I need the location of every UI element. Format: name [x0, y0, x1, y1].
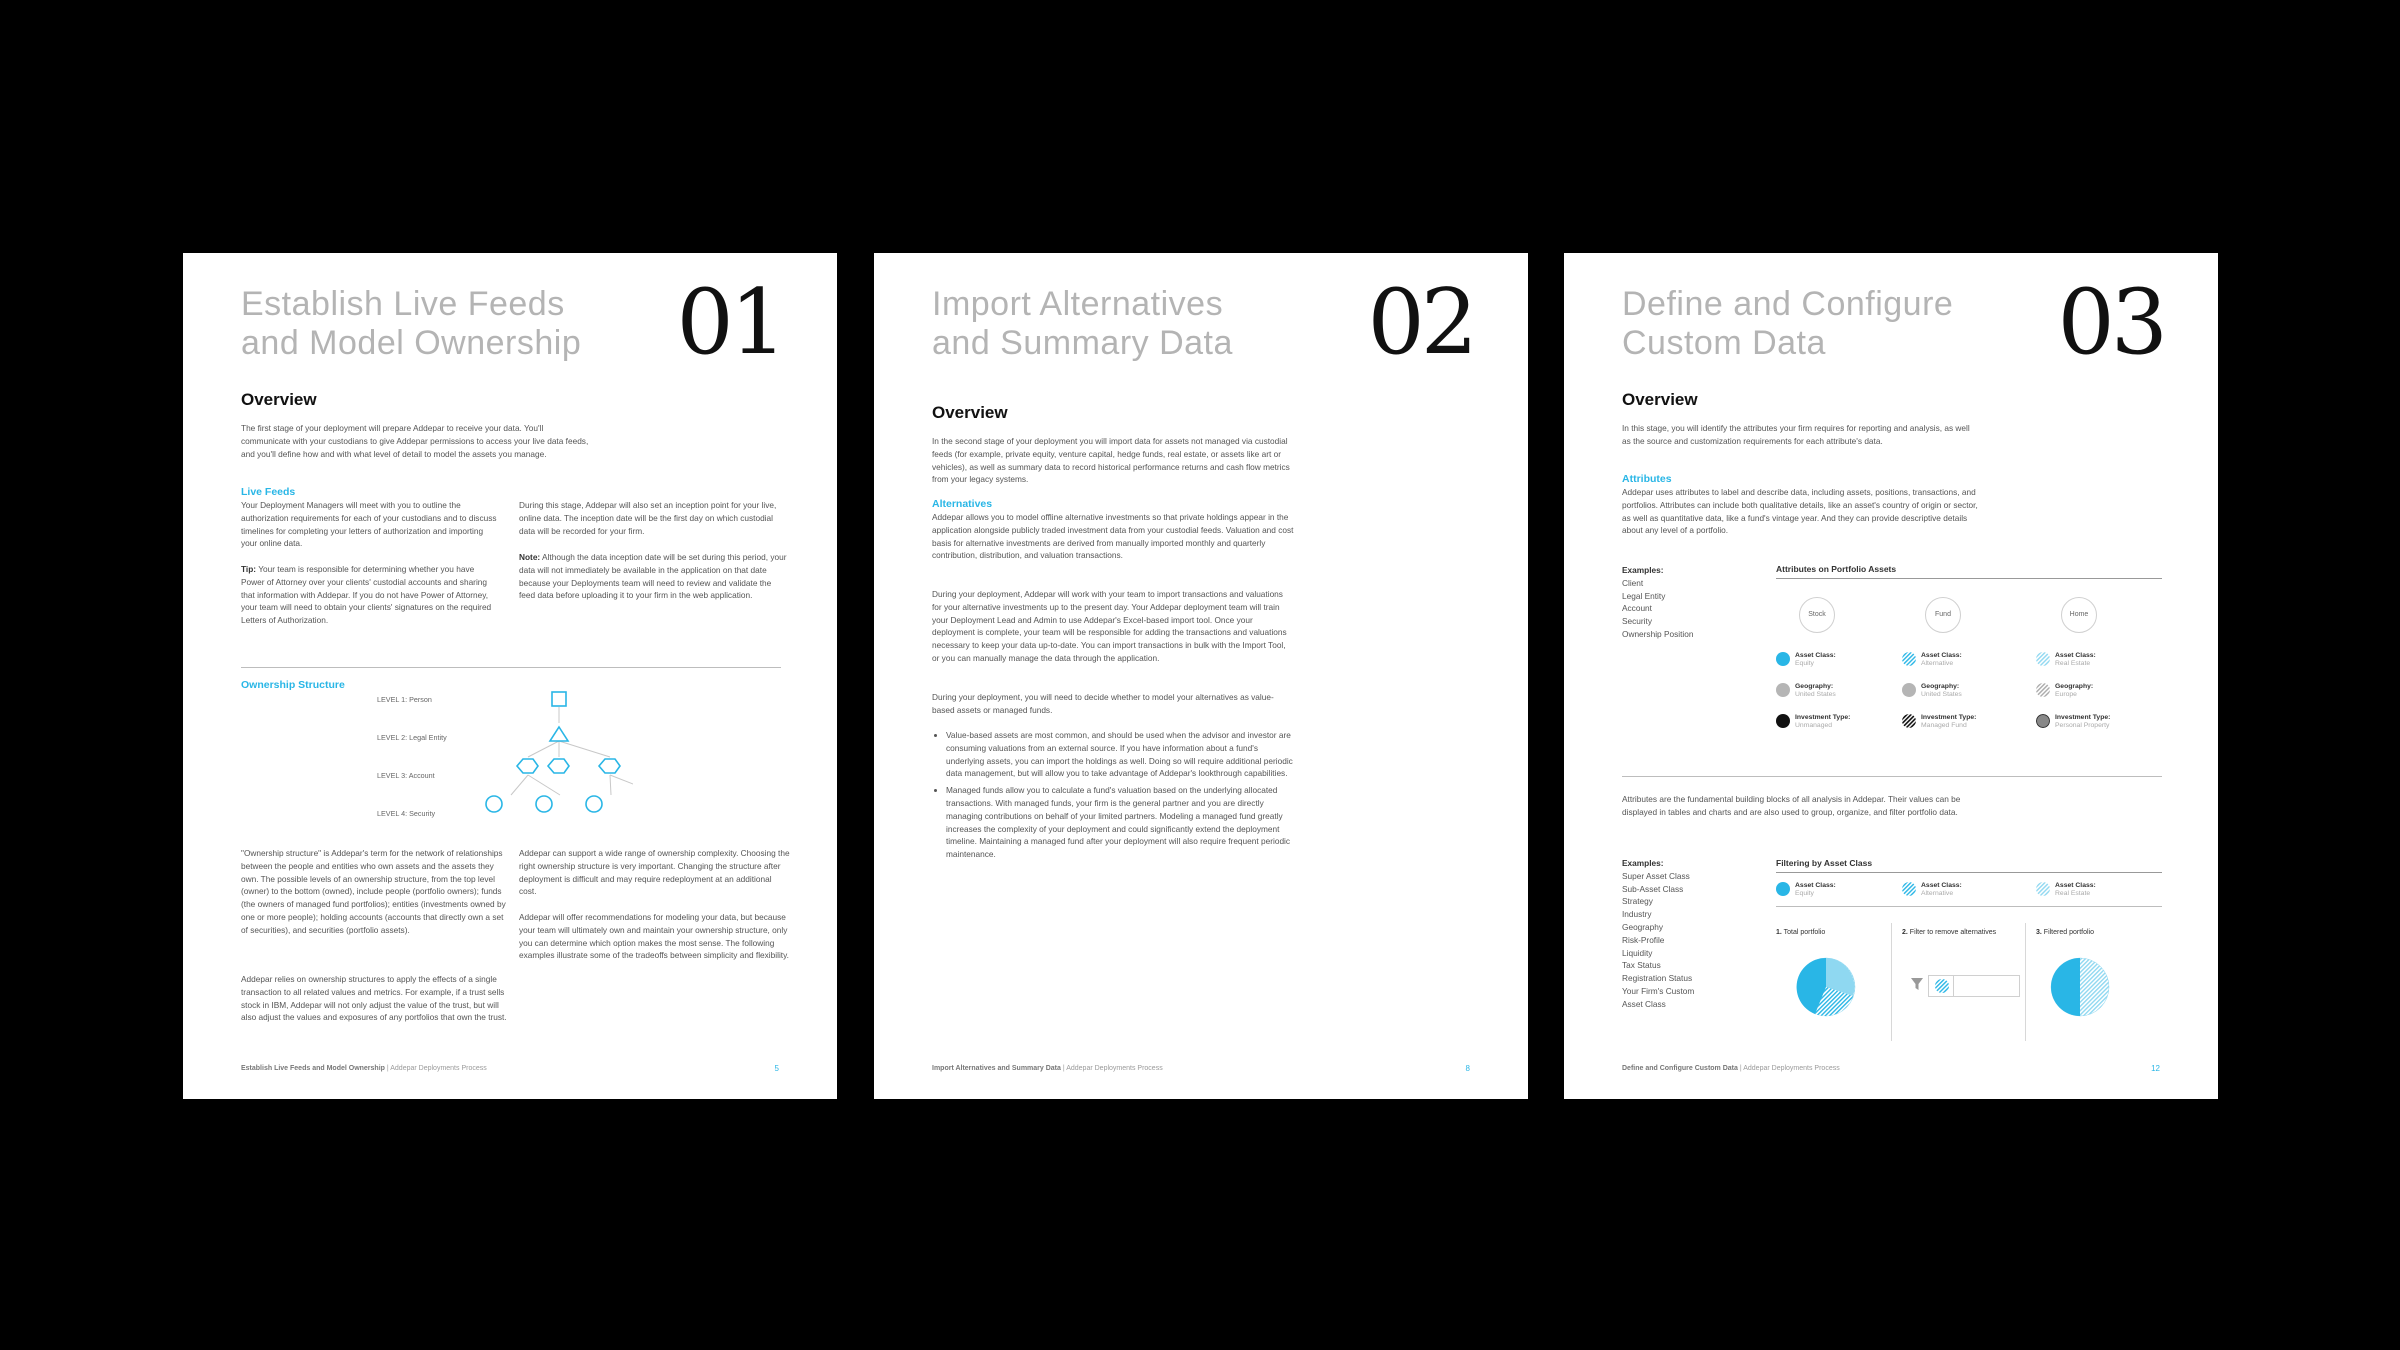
page-title [932, 285, 1233, 363]
level-2-label: LEVEL 2: Legal Entity [377, 733, 447, 742]
legend-item [1795, 683, 1836, 699]
step-text: Filter to remove alternatives [1907, 929, 1997, 936]
column-separator [2025, 923, 2026, 1041]
equity-dot-icon [1776, 652, 1790, 666]
examples-label: Examples: [1622, 858, 1664, 868]
asset-node-stock: Stock [1799, 597, 1835, 633]
personal-property-dot-icon [2036, 714, 2050, 728]
page-number: 12 [2151, 1064, 2160, 1073]
legend-value: Personal Property [2055, 722, 2110, 729]
live-feeds-col1-text: Your Deployment Managers will meet with you to outline the authorization requirements for each of your custodians and to discuss timelines for completing your letters of authorization and importing your online data. [241, 500, 497, 549]
legend-key: Geography: [1921, 683, 1960, 690]
footer-doc: | Addepar Deployments Process [1060, 1065, 1163, 1072]
list-item: Asset Class [1622, 998, 1666, 1009]
page-title [241, 285, 581, 363]
step-2-label [1902, 929, 1996, 936]
legend-item [1921, 652, 1962, 668]
tip-label: Tip: [241, 564, 257, 574]
legend-key: Investment Type: [2055, 714, 2111, 721]
examples-label: Examples: [1622, 565, 1664, 575]
legend-key: Asset Class: [1921, 882, 1962, 889]
europe-hatched-dot-icon [2036, 683, 2050, 697]
step-number: 1. [1776, 929, 1782, 936]
legend-value: United States [1795, 691, 1836, 698]
alternative-hatched-dot-icon [1902, 882, 1916, 896]
level-3-label: LEVEL 3: Account [377, 771, 435, 780]
title-line-1: Define and Configure [1622, 285, 1954, 323]
legend-item [1921, 882, 1962, 898]
live-feeds-heading: Live Feeds [241, 486, 296, 498]
managed-fund-hatched-dot-icon [1902, 714, 1916, 728]
legend-key: Asset Class: [2055, 652, 2096, 659]
filter-funnel-icon[interactable] [1910, 976, 1924, 992]
legend-key: Geography: [2055, 683, 2094, 690]
title-line-1: Establish Live Feeds [241, 285, 565, 323]
filter-divider [1953, 976, 1954, 996]
list-item: • Value-based assets are most common, and should be used when the advisor and investor are consuming valuations from an external source. If you have information about a fund's underlying assets, you can import the holdings as well. Doing so will require additional periodic data management, but will allow you to take advantage of Addepar's lookthrough capabilities. [946, 729, 1294, 780]
legend-key: Investment Type: [1921, 714, 1977, 721]
step-3-label [2036, 929, 2094, 936]
ownership-col2-text: Addepar can support a wide range of ownership complexity. Choosing the right ownership structure is very important. Changing the structure after deployment is difficult and may require redeployment at an additional cost. [519, 848, 790, 897]
legend-value: Equity [1795, 660, 1814, 667]
title-line-2: and Model Ownership [241, 324, 582, 362]
live-feeds-col2-text: During this stage, Addepar will also set an inception point for your live, online data. The inception date will be the first day on which custodial data will be recorded for your firm. [519, 500, 777, 536]
legend-key: Geography: [1795, 683, 1834, 690]
attributes-on-assets-heading: Attributes on Portfolio Assets [1776, 564, 1897, 574]
list-item: Client [1622, 577, 1644, 588]
list-item: Registration Status [1622, 973, 1693, 984]
footer-doc: | Addepar Deployments Process [384, 1065, 487, 1072]
legend-value: Real Estate [2055, 660, 2091, 667]
list-item: Account [1622, 603, 1652, 614]
page-number: 8 [1465, 1064, 1470, 1073]
list-item: Legal Entity [1622, 590, 1666, 601]
geography-dot-icon [1776, 683, 1790, 697]
level-1-label: LEVEL 1: Person [377, 695, 432, 704]
filtering-heading: Filtering by Asset Class [1776, 858, 1873, 868]
list-item: Sub-Asset Class [1622, 883, 1684, 894]
overview-text: The first stage of your deployment will prepare Addepar to receive your data. You'll communicate with your custodians to give Addepar permissions to access your live data feeds, and you'll define how and with what level of detail to model the assets you manage. [241, 423, 589, 459]
legend-value: Alternative [1921, 660, 1954, 667]
overview-text: In this stage, you will identify the attributes your firm requires for reporting and analysis, as well as the source and customization requirements for each attribute's data. [1622, 423, 1970, 446]
attributes-heading: Attributes [1622, 473, 1672, 485]
ownership-col2-text-2: Addepar will offer recommendations for modeling your data, but because your team will ultimately own and maintain your ownership structure, only you can determine which option makes the most sense. The following examples illustrate some of the tradeoffs between simplicity and flexibility. [519, 912, 789, 961]
page-import-alternatives [874, 253, 1528, 1099]
total-portfolio-pie [1795, 956, 1857, 1018]
list-item: Your Firm's Custom [1622, 985, 1695, 996]
page-footer [241, 1065, 487, 1072]
filter-examples-list [1622, 857, 1694, 1011]
account-hexagon-icon [599, 759, 620, 773]
list-item: Industry [1622, 909, 1652, 920]
list-item: • Managed funds allow you to calculate a fund's valuation based on the underlying allocated transactions. With managed funds, your firm is the general partner and you are directly managing contributions on behalf of your limited partners. Modeling a managed fund greatly increases the complexity of your deployment and could significantly extend the deployment timeline. Maintaining a managed fund after your deployment will also require frequent periodic maintenance. [946, 784, 1294, 861]
security-circle-icon [536, 796, 552, 812]
legend-key: Asset Class: [1795, 652, 1836, 659]
alternative-hatched-dot-icon [1902, 652, 1916, 666]
heading-rule [1776, 578, 2162, 579]
filter-rule [1776, 906, 2162, 907]
section-divider [1622, 776, 2162, 777]
title-line-1: Import Alternatives [932, 285, 1224, 323]
page-number: 5 [774, 1064, 779, 1073]
real-estate-dot-icon [2036, 882, 2050, 896]
account-hexagon-icon [517, 759, 538, 773]
real-estate-dot-icon [2036, 652, 2050, 666]
overview-text: In the second stage of your deployment you will import data for assets not managed via custodial feeds (for example, private equity, venture capital, hedge funds, real estate, or assets like art or vehicles), as well as summary data to record historical performance returns and cash flow metrics from your legacy systems. [932, 436, 1290, 485]
section-number: 01 [676, 270, 783, 375]
legend-item [1921, 683, 1962, 699]
attributes-text: Addepar uses attributes to label and describe data, including assets, positions, transactions, and portfolios. Attributes can include both qualitative details, like an asset's country of origin or sector, as well as quantitative data, like a fund's vintage year. And they can provide descriptive details about any level of a portfolio. [1622, 487, 1978, 536]
page-establish-live-feeds [183, 253, 837, 1099]
legend-item [2055, 714, 2110, 730]
ownership-col1-text: "Ownership structure" is Addepar's term for the network of relationships between the people and entities who own assets and the assets they own. The possible levels of an ownership structure, from the top level (owner) to the bottom (owned), include people (portfolio owners); funds (the owners of managed fund portfolios); entities (investments owned by one or more people); holding accounts (accounts that directly own a set of securities), and securities (portfolio assets). [241, 848, 506, 935]
legend-value: United States [1921, 691, 1962, 698]
legend-item [1795, 652, 1836, 668]
model-options-list [932, 729, 1294, 865]
alternatives-text-1: Addepar allows you to model offline alternative investments so that private holdings appear in the application alongside publicly traded investment data from your custodial feeds. Valuation and cost basis for alternative investments are derived from manually imported monthly and quarterly contribution, distribution, and valuation transactions. [932, 512, 1294, 561]
legend-key: Investment Type: [1795, 714, 1851, 721]
person-square-icon [552, 692, 566, 706]
legend-item [1921, 714, 1976, 730]
unmanaged-dot-icon [1776, 714, 1790, 728]
tip-paragraph [241, 563, 499, 627]
list-item: Security [1622, 616, 1652, 627]
step-number: 2. [1902, 929, 1908, 936]
page-footer [932, 1065, 1163, 1072]
alternative-hatched-dot-icon [1935, 979, 1949, 993]
section-number: 03 [2057, 270, 2164, 375]
alternatives-text-2: During your deployment, Addepar will work with your team to import transactions and valuations for your alternative investments up to the present day. Your Addepar deployment team will train your Deployment Lead and Admin to use Addepar's Excel-based import tool. Once your deployment is complete, your team will be responsible for adding the transactions and valuations necessary to keep your data up-to-date. You can import transactions in bulk with the Import Tool, or you can manually manage the data through the application. [932, 589, 1287, 663]
account-hexagon-icon [548, 759, 569, 773]
step-text: Total portfolio [1781, 929, 1826, 936]
step-1-label [1776, 929, 1825, 936]
ownership-structure-heading: Ownership Structure [241, 679, 345, 691]
alternatives-text-3: During your deployment, you will need to decide whether to model your alternatives as value-based assets or managed funds. [932, 692, 1274, 715]
legend-value: Europe [2055, 691, 2077, 698]
note-text: Although the data inception date will be set during this period, your data will not immediately be available in the application on that date because your Deployments team will need to review and validate the feed data before uploading it to your firm in the web application. [519, 552, 787, 601]
asset-node-fund: Fund [1925, 597, 1961, 633]
footer-section: Import Alternatives and Summary Data [932, 1065, 1061, 1072]
geography-dot-icon [1902, 683, 1916, 697]
security-circle-icon [586, 796, 602, 812]
tip-text: Your team is responsible for determining whether you have Power of Attorney over your clients' custodial accounts and sharing that information with Addepar. If you do not have Power of Attorney, your team will need to obtain your clients' signatures on the required Letters of Authorization. [241, 564, 492, 626]
level-4-label: LEVEL 4: Security [377, 809, 436, 818]
legend-value: Alternative [1921, 890, 1954, 897]
attribute-examples-list [1622, 564, 1693, 641]
ownership-col1-text-2: Addepar relies on ownership structures to apply the effects of a single transaction to all related values and metrics. For example, if a trust sells stock in IBM, Addepar will not only adjust the value of the trust, but will also adjust the values and exposures of any portfolios that own the trust. [241, 974, 507, 1023]
legend-item [1795, 882, 1836, 898]
filter-selector[interactable] [1928, 975, 2020, 997]
asset-node-home: Home [2061, 597, 2097, 633]
footer-section: Define and Configure Custom Data [1622, 1065, 1738, 1072]
legend-item [2055, 882, 2096, 898]
overview-heading: Overview [241, 390, 317, 409]
list-item: Super Asset Class [1622, 870, 1690, 881]
legend-item [1795, 714, 1850, 730]
filtered-portfolio-pie [2049, 956, 2111, 1018]
heading-rule [1776, 872, 2162, 873]
step-text: Filtered portfolio [2041, 929, 2094, 936]
list-item: Geography [1622, 921, 1664, 932]
overview-heading: Overview [932, 403, 1008, 422]
legend-item [2055, 683, 2093, 699]
building-blocks-text: Attributes are the fundamental building blocks of all analysis in Addepar. Their values can be displayed in tables and charts and are also used to group, organize, and filter portfolio data. [1622, 794, 1961, 817]
footer-doc: | Addepar Deployments Process [1737, 1065, 1840, 1072]
title-line-2: Custom Data [1622, 324, 1826, 362]
legend-item [2055, 652, 2096, 668]
legend-value: Managed Fund [1921, 722, 1967, 729]
alternatives-heading: Alternatives [932, 498, 993, 510]
list-item: Liquidity [1622, 947, 1653, 958]
legend-key: Asset Class: [2055, 882, 2096, 889]
list-item: Tax Status [1622, 960, 1661, 971]
list-item: Strategy [1622, 896, 1653, 907]
legend-value: Real Estate [2055, 890, 2091, 897]
column-separator [1891, 923, 1892, 1041]
legend-value: Equity [1795, 890, 1814, 897]
page-title [1622, 285, 1953, 363]
ownership-hierarchy-diagram [463, 683, 633, 833]
section-number: 02 [1367, 270, 1474, 375]
note-paragraph [519, 551, 789, 602]
page-define-custom-data [1564, 253, 2218, 1099]
legend-key: Asset Class: [1921, 652, 1962, 659]
legend-key: Asset Class: [1795, 882, 1836, 889]
legend-value: Unmanaged [1795, 722, 1833, 729]
note-label: Note: [519, 552, 541, 562]
overview-heading: Overview [1622, 390, 1698, 409]
list-item: Ownership Position [1622, 628, 1694, 639]
section-divider [241, 667, 781, 668]
list-item: Risk-Profile [1622, 934, 1665, 945]
page-footer [1622, 1065, 1840, 1072]
security-circle-icon [486, 796, 502, 812]
step-number: 3. [2036, 929, 2042, 936]
equity-dot-icon [1776, 882, 1790, 896]
title-line-2: and Summary Data [932, 324, 1233, 362]
footer-section: Establish Live Feeds and Model Ownership [241, 1065, 385, 1072]
legal-entity-triangle-icon [550, 727, 568, 741]
